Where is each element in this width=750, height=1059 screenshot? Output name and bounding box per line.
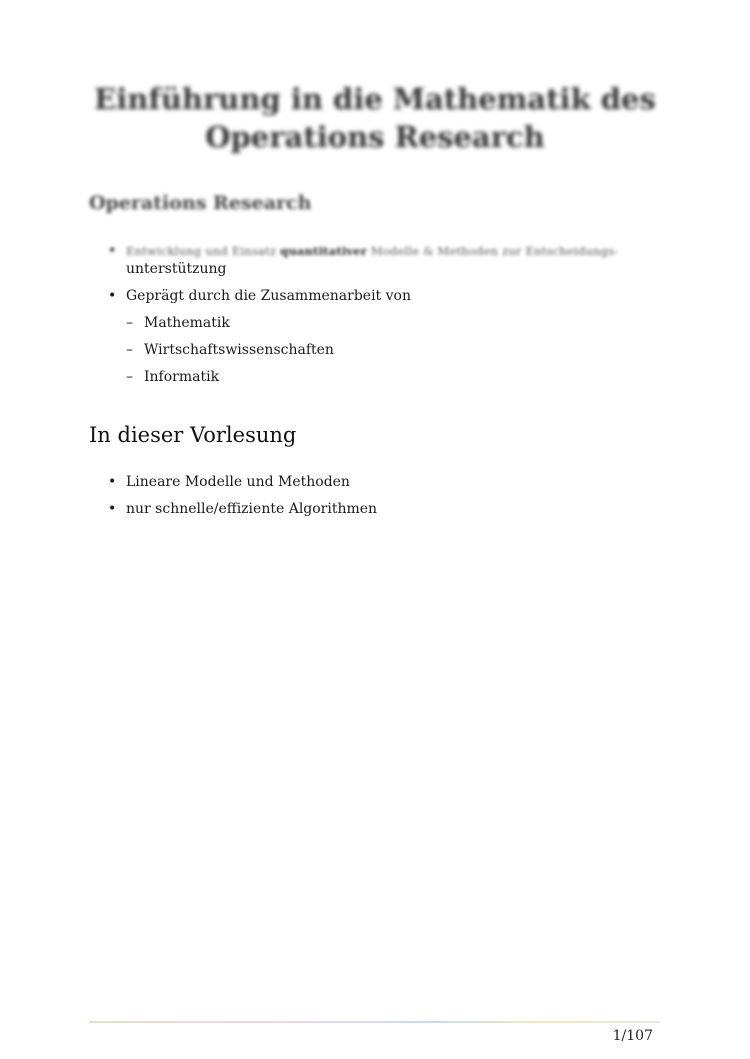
sub-item-text: Wirtschaftswissenschaften — [144, 342, 334, 358]
section-heading-operations-research: Operations Research — [89, 192, 312, 214]
bullet-marker: • — [108, 288, 117, 304]
sub-item-text: Mathematik — [144, 315, 230, 331]
bullet-text: nur schnelle/effiziente Algorithmen — [126, 501, 378, 517]
sub-list-item — [126, 368, 618, 386]
dash-marker: – — [126, 315, 133, 331]
bullet-text: Lineare Modelle und Methoden — [126, 474, 350, 490]
bullet-text: Geprägt durch die Zusammenarbeit von — [126, 288, 411, 304]
section-heading-in-dieser-vorlesung: In dieser Vorlesung — [89, 423, 297, 447]
list-item — [108, 242, 618, 278]
bullet-text-blurred: Entwicklung und Einsatz quantitativer Modelle & Methoden zur Entscheidungs- — [126, 244, 619, 258]
page-title-line-1: Einführung in die Mathematik des — [94, 82, 656, 116]
bullet-marker: • — [108, 243, 117, 259]
sub-list — [126, 314, 618, 386]
list-item — [108, 500, 377, 518]
dash-marker: – — [126, 342, 133, 358]
page-title-line-2: Operations Research — [205, 120, 545, 154]
sub-item-text: Informatik — [144, 369, 220, 385]
bullet-marker: • — [108, 474, 117, 490]
dash-marker: – — [126, 369, 133, 385]
vorlesung-bullet-list — [108, 473, 377, 527]
operations-research-bullet-list — [108, 242, 618, 395]
sub-list-item — [126, 314, 618, 332]
bullet-marker: • — [108, 501, 117, 517]
list-item — [108, 287, 618, 386]
bold-term: quantitativer — [280, 244, 368, 258]
bullet-text-continuation: unterstützung — [126, 261, 227, 277]
footer-rule — [89, 1021, 660, 1023]
page-number: 1/107 — [612, 1028, 653, 1044]
list-item — [108, 473, 377, 491]
sub-list-item — [126, 341, 618, 359]
page-title — [60, 80, 690, 156]
